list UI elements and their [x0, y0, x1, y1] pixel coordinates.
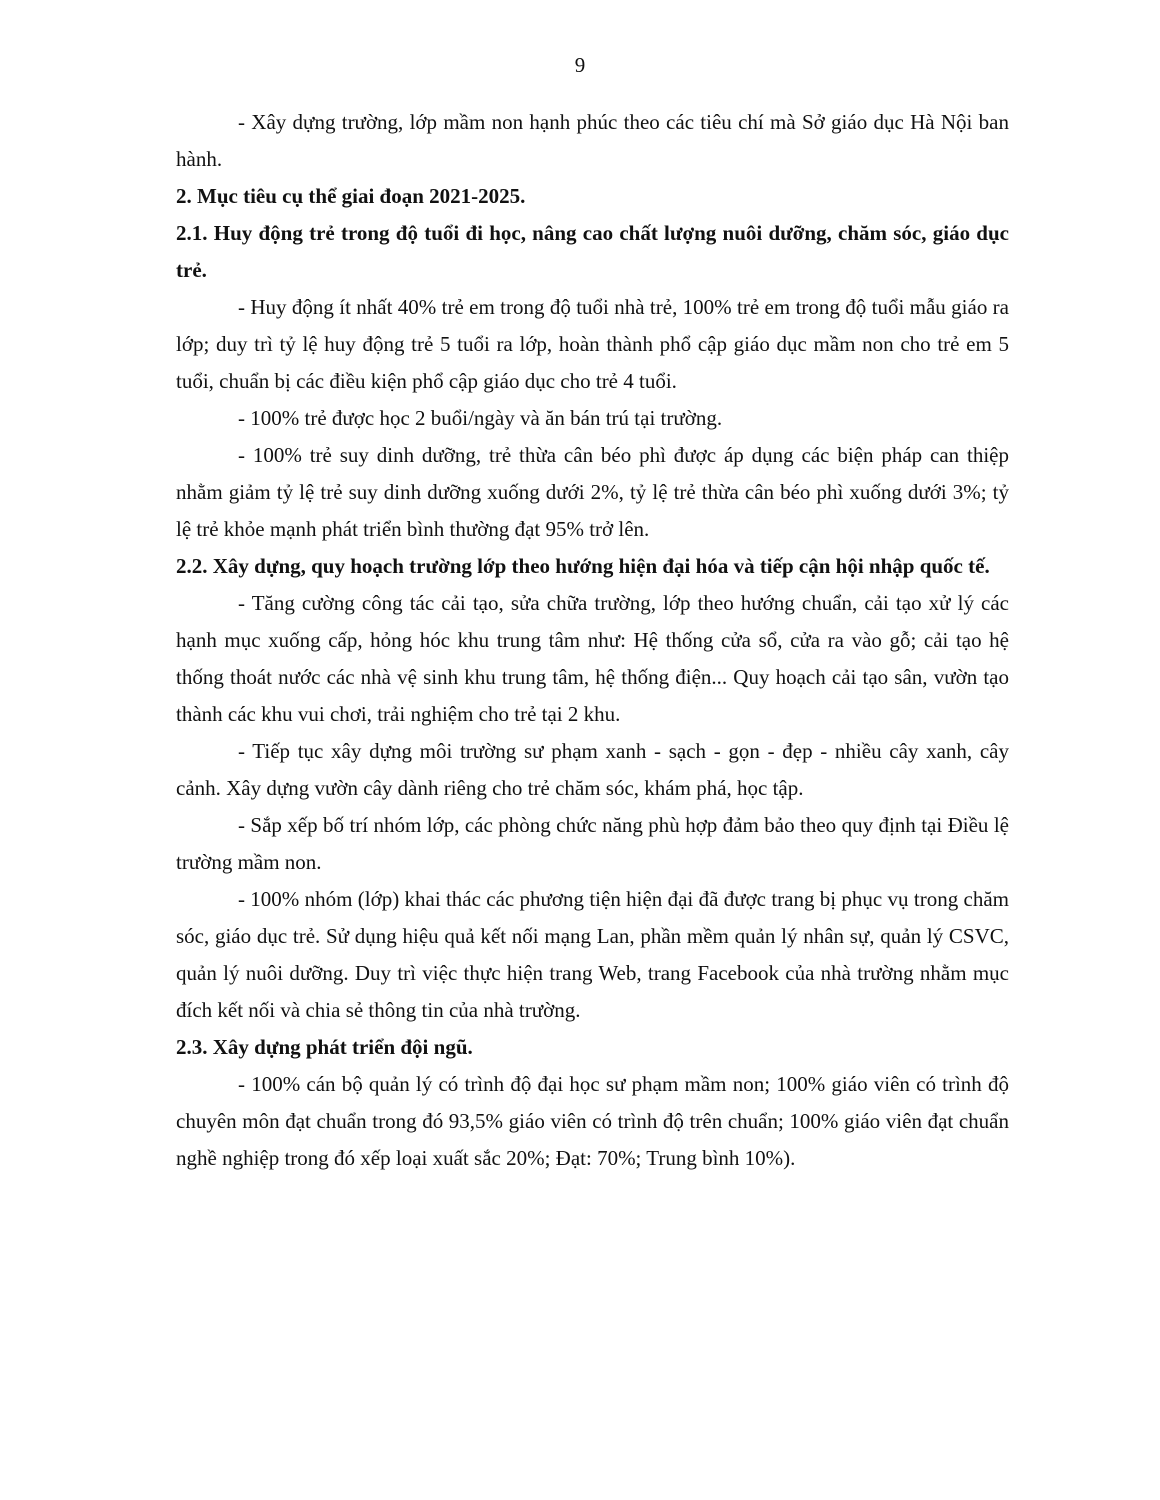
paragraph: - Tiếp tục xây dựng môi trường sư phạm xanh - sạch - gọn - đẹp - nhiều cây xanh, cây cảnh. Xây dựng vườn cây dành riêng cho trẻ chăm sóc, khám phá, học tập.	[176, 739, 1009, 800]
subsection-heading: 2.1. Huy động trẻ trong độ tuổi đi học, nâng cao chất lượng nuôi dưỡng, chăm sóc, giáo dục trẻ.	[176, 221, 1009, 282]
document-body	[176, 104, 1009, 1177]
paragraph: - Tăng cường công tác cải tạo, sửa chữa trường, lớp theo hướng chuẩn, cải tạo xử lý các hạnh mục xuống cấp, hỏng hóc khu trung tâm như: Hệ thống cửa sổ, cửa ra vào gỗ; cải tạo hệ thống thoát nước các nhà vệ sinh khu trung tâm, hệ thống điện... Quy hoạch cải tạo sân, vườn tạo thành các khu vui chơi, trải nghiệm cho trẻ tại 2 khu.	[176, 591, 1009, 726]
subsection-heading: 2.2. Xây dựng, quy hoạch trường lớp theo hướng hiện đại hóa và tiếp cận hội nhập quốc tế.	[176, 554, 990, 578]
paragraph: - Xây dựng trường, lớp mầm non hạnh phúc theo các tiêu chí mà Sở giáo dục Hà Nội ban hành.	[176, 110, 1009, 171]
subsection-heading: 2.3. Xây dựng phát triển đội ngũ.	[176, 1035, 473, 1059]
paragraph: - Huy động ít nhất 40% trẻ em trong độ tuổi nhà trẻ, 100% trẻ em trong độ tuổi mẫu giáo ra lớp; duy trì tỷ lệ huy động trẻ 5 tuổi ra lớp, hoàn thành phổ cập giáo dục mầm non cho trẻ em 5 tuổi, chuẩn bị các điều kiện phổ cập giáo dục cho trẻ 4 tuổi.	[176, 295, 1009, 393]
section-heading: 2. Mục tiêu cụ thể giai đoạn 2021-2025.	[176, 184, 526, 208]
paragraph: - 100% trẻ suy dinh dưỡng, trẻ thừa cân béo phì được áp dụng các biện pháp can thiệp nhằm giảm tỷ lệ trẻ suy dinh dưỡng xuống dưới 2%, tỷ lệ trẻ thừa cân béo phì xuống dưới 3%; tỷ lệ trẻ khỏe mạnh phát triển bình thường đạt 95% trở lên.	[176, 443, 1009, 541]
paragraph: - 100% cán bộ quản lý có trình độ đại học sư phạm mầm non; 100% giáo viên có trình độ chuyên môn đạt chuẩn trong đó 93,5% giáo viên có trình độ trên chuẩn; 100% giáo viên đạt chuẩn nghề nghiệp trong đó xếp loại xuất sắc 20%; Đạt: 70%; Trung bình 10%).	[176, 1072, 1009, 1170]
paragraph: - Sắp xếp bố trí nhóm lớp, các phòng chức năng phù hợp đảm bảo theo quy định tại Điều lệ trường mầm non.	[176, 813, 1009, 874]
page-number: 9	[574, 53, 586, 77]
paragraph: - 100% trẻ được học 2 buổi/ngày và ăn bán trú tại trường.	[238, 406, 723, 430]
paragraph: - 100% nhóm (lớp) khai thác các phương tiện hiện đại đã được trang bị phục vụ trong chăm sóc, giáo dục trẻ. Sử dụng hiệu quả kết nối mạng Lan, phần mềm quản lý nhân sự, quản lý CSVC, quản lý nuôi dưỡng. Duy trì việc thực hiện trang Web, trang Facebook của nhà trường nhằm mục đích kết nối và chia sẻ thông tin của nhà trường.	[176, 887, 1009, 1022]
